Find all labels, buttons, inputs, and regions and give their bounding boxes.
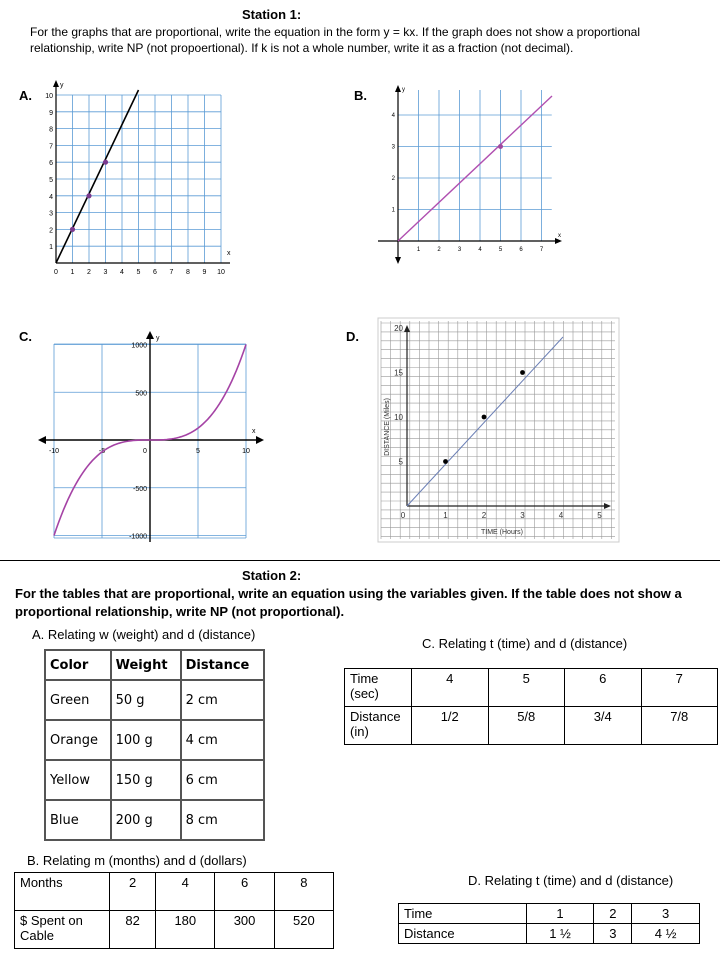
- table-row: [45, 800, 264, 840]
- table-c-caption: C. Relating t (time) and d (distance): [422, 636, 628, 651]
- table-cell: 7: [641, 669, 718, 707]
- y-tick-label: 4: [391, 113, 395, 119]
- x-tick-label: 8: [186, 269, 190, 276]
- x-tick-label: 4: [558, 511, 564, 520]
- y-tick-label: 1000: [131, 342, 147, 350]
- table-cell: 5: [488, 669, 565, 707]
- x-tick-label: 5: [136, 269, 141, 276]
- table-row: [345, 669, 718, 707]
- table-d-caption: D. Relating t (time) and d (distance): [468, 873, 674, 888]
- x-tick-label: 2: [87, 269, 91, 276]
- table-cell: 4: [156, 873, 215, 911]
- y-tick-label: 20: [394, 324, 403, 333]
- table-cell: 180: [156, 911, 215, 949]
- station-divider: [0, 560, 720, 561]
- table-cell: 1/2: [412, 707, 489, 745]
- y-tick-label: 9: [49, 109, 53, 117]
- data-point: [498, 144, 503, 149]
- table-cell: 4: [412, 669, 489, 707]
- y-tick-label: 1: [391, 207, 395, 214]
- x-tick-label: 6: [519, 247, 523, 253]
- x-tick-label: 1: [416, 247, 421, 253]
- graph-b-xlabel: x: [558, 233, 561, 239]
- y-tick-label: 4: [49, 193, 53, 201]
- table-cell: 200 g: [111, 800, 181, 840]
- x-tick-label: 10: [217, 269, 225, 276]
- table-cell: 4 cm: [181, 720, 264, 760]
- x-tick-label: 6: [153, 269, 157, 276]
- table-a-caption: A. Relating w (weight) and d (distance): [32, 627, 256, 642]
- table-cell: 6: [565, 669, 642, 707]
- table-cell: Color: [45, 650, 111, 680]
- table-d: [398, 903, 700, 944]
- x-tick-label: 5: [597, 511, 602, 520]
- graph-b: [372, 82, 572, 267]
- table-cell: 100 g: [111, 720, 181, 760]
- table-cell: $ Spent on Cable: [15, 911, 110, 949]
- table-cell: 3: [632, 904, 700, 924]
- x-tick-label: 3: [457, 247, 462, 253]
- y-tick-label: 5: [398, 457, 403, 467]
- x-tick-label: 7: [539, 247, 544, 253]
- graph-d: [377, 317, 620, 543]
- data-point: [86, 193, 91, 198]
- table-cell: Green: [45, 680, 111, 720]
- graph-a: [40, 78, 240, 278]
- graph-a-xlabel: x: [227, 250, 231, 257]
- graph-c-label: C.: [19, 329, 32, 344]
- table-cell: Blue: [45, 800, 111, 840]
- y-tick-label: 2: [49, 227, 53, 235]
- x-tick-label: 3: [520, 511, 525, 520]
- data-point: [70, 227, 75, 232]
- table-row: [45, 650, 264, 680]
- x-tick-label: 10: [242, 448, 250, 455]
- y-tick-label: 15: [394, 368, 403, 378]
- y-tick-label: 3: [391, 144, 395, 151]
- data-point: [443, 459, 448, 464]
- x-tick-label: 0: [54, 269, 58, 276]
- table-cell: 2: [110, 873, 156, 911]
- station2-instructions: For the tables that are proportional, write an equation using the variables given. If the table does not show a proportional relationship, write NP (not proportional).: [15, 586, 682, 619]
- x-tick-label: 9: [202, 269, 207, 276]
- table-cell: Yellow: [45, 760, 111, 800]
- y-tick-label: 7: [49, 143, 53, 151]
- table-c: [344, 668, 718, 745]
- table-cell: Distance: [399, 924, 527, 944]
- graph-a-line: [56, 90, 139, 263]
- table-cell: 3: [594, 924, 632, 944]
- table-row: [399, 924, 700, 944]
- x-tick-label: 0: [143, 448, 147, 455]
- graph-c-ylabel: y: [156, 335, 160, 342]
- table-cell: 8: [274, 873, 333, 911]
- x-tick-label: 4: [478, 247, 482, 253]
- x-tick-label: -5: [98, 448, 106, 455]
- x-tick-label: 2: [481, 511, 487, 520]
- table-row: [345, 707, 718, 745]
- station1-title: Station 1:: [242, 7, 302, 22]
- graph-c: [38, 330, 268, 545]
- table-cell: Time: [399, 904, 527, 924]
- data-point: [103, 160, 108, 165]
- table-cell: Distance: [181, 650, 264, 680]
- y-tick-label: 10: [394, 413, 403, 422]
- x-tick-label: 0: [400, 511, 406, 520]
- graph-a-label: A.: [19, 88, 32, 103]
- y-tick-label: -500: [132, 485, 147, 493]
- x-tick-label: -10: [48, 448, 60, 455]
- table-row: [399, 904, 700, 924]
- table-cell: 300: [215, 911, 274, 949]
- x-tick-label: 2: [437, 247, 441, 253]
- table-cell: 1: [526, 904, 594, 924]
- graph-d-xlabel: TIME (Hours): [481, 529, 523, 536]
- data-point: [520, 370, 525, 375]
- table-cell: 82: [110, 911, 156, 949]
- x-tick-label: 4: [120, 269, 124, 276]
- table-row: [15, 873, 334, 911]
- table-cell: 50 g: [111, 680, 181, 720]
- table-cell: 6: [215, 873, 274, 911]
- y-tick-label: 500: [135, 390, 147, 398]
- graph-a-ylabel: y: [60, 82, 64, 89]
- x-tick-label: 1: [70, 269, 75, 276]
- y-tick-label: 6: [49, 160, 53, 168]
- x-tick-label: 3: [103, 269, 108, 276]
- data-point: [482, 415, 487, 420]
- table-cell: Time (sec): [345, 669, 412, 707]
- table-cell: Orange: [45, 720, 111, 760]
- x-tick-label: 7: [169, 269, 174, 276]
- table-cell: 150 g: [111, 760, 181, 800]
- table-cell: Months: [15, 873, 110, 911]
- table-cell: Weight: [111, 650, 181, 680]
- graph-c-xlabel: x: [252, 428, 256, 435]
- table-row: [15, 911, 334, 949]
- table-row: [45, 720, 264, 760]
- table-cell: 520: [274, 911, 333, 949]
- table-cell: 1 ½: [526, 924, 594, 944]
- table-a: [44, 649, 265, 841]
- y-tick-label: 10: [45, 93, 53, 100]
- table-b: [14, 872, 334, 949]
- table-row: [45, 680, 264, 720]
- y-tick-label: 8: [49, 126, 53, 134]
- table-cell: 7/8: [641, 707, 718, 745]
- table-cell: 2: [594, 904, 632, 924]
- y-tick-label: 2: [391, 176, 395, 182]
- graph-d-label: D.: [346, 329, 359, 344]
- graph-b-label: B.: [354, 88, 367, 103]
- table-cell: Distance (in): [345, 707, 412, 745]
- table-cell: 2 cm: [181, 680, 264, 720]
- table-b-caption: B. Relating m (months) and d (dollars): [27, 853, 247, 868]
- table-cell: 6 cm: [181, 760, 264, 800]
- table-cell: 3/4: [565, 707, 642, 745]
- x-tick-label: 1: [443, 511, 448, 520]
- x-tick-label: 5: [498, 247, 503, 253]
- station1-instructions: For the graphs that are proportional, write the equation in the form y = kx. If the graph does not show a proportional relationship, write NP (not propoertional). If k is not a whole number, write it as a fraction (not decimal).: [30, 25, 641, 55]
- table-cell: 4 ½: [632, 924, 700, 944]
- y-tick-label: 5: [49, 177, 53, 184]
- graph-d-ylabel: DISTANCE (Miles): [384, 398, 391, 456]
- table-row: [45, 760, 264, 800]
- graph-b-line: [398, 96, 552, 241]
- y-tick-label: 3: [49, 210, 53, 218]
- graph-b-ylabel: y: [402, 87, 405, 93]
- y-tick-label: 1: [49, 244, 53, 252]
- table-cell: 8 cm: [181, 800, 264, 840]
- table-cell: 5/8: [488, 707, 565, 745]
- x-tick-label: 5: [196, 448, 200, 455]
- station2-title: Station 2:: [242, 568, 302, 583]
- y-tick-label: -1000: [129, 533, 147, 541]
